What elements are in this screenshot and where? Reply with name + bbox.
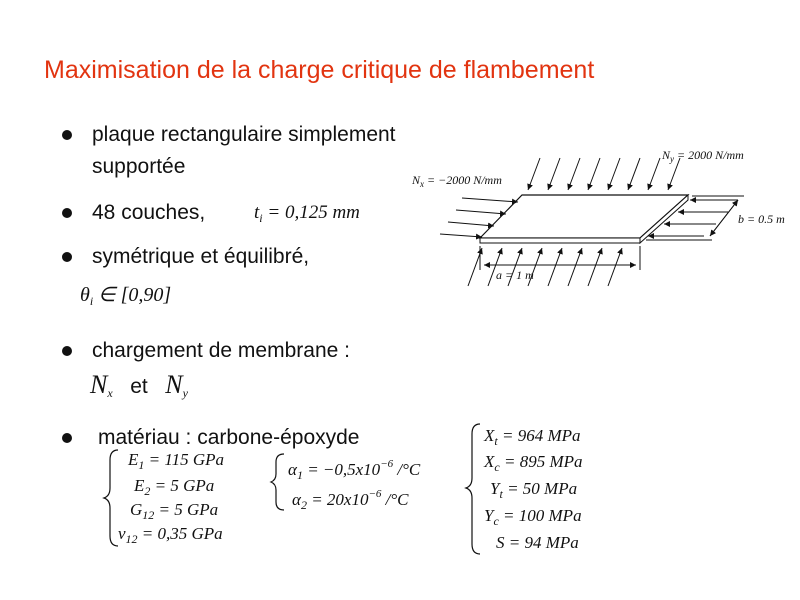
- expansion-brace: [271, 454, 284, 510]
- angle-range-equation: $\theta_i$ ∈ [0,90]: [80, 284, 172, 308]
- slide-title: Maximisation de la charge critique de flambement: [44, 56, 595, 84]
- strength-brace: [466, 424, 480, 554]
- moduli-row: $E_2 = 5$ GPa: [134, 476, 215, 498]
- bullet-text: matériau : carbone-époxyde: [98, 426, 360, 449]
- expansion-row: $\alpha_2 = 20x10^{-6}$ /°C: [292, 488, 409, 512]
- bullet-text: 48 couches,: [92, 201, 206, 224]
- ply-thickness-equation: $t_i = 0,125$ mm: [254, 202, 360, 225]
- bullet-text: symétrique et équilibré,: [92, 245, 310, 268]
- moduli-row: $G_{12} = 5$ GPa: [130, 500, 219, 522]
- strength-row: $X_t = 964$ MPa: [484, 426, 581, 448]
- moduli-row: $E_1 = 115$ GPa: [128, 450, 225, 472]
- moduli-row: $\nu_{12} = 0,35$ GPa: [118, 524, 223, 546]
- strength-row: S = 94 MPa: [496, 533, 579, 552]
- bullet-text: plaque rectangulaire simplement: [92, 123, 396, 146]
- strength-row: $Y_c = 100$ MPa: [484, 506, 582, 528]
- ny-label: $N_y = 2000$ N/mm: [662, 148, 744, 164]
- moduli-brace: [104, 450, 118, 546]
- dimension-b-label: b = 0.5 m: [738, 212, 785, 226]
- dimension-a-label: a = 1 m: [496, 268, 534, 282]
- strength-row: $X_c = 895$ MPa: [484, 452, 583, 474]
- nx-label: $N_x = -2000$ N/mm: [412, 173, 502, 189]
- bullet-text: chargement de membrane :: [92, 339, 350, 362]
- expansion-row: $\alpha_1 = -0,5x10^{-6}$ /°C: [288, 458, 421, 482]
- bullet-text-continued: supportée: [92, 155, 186, 178]
- strength-row: $Y_t = 50$ MPa: [490, 479, 578, 501]
- load-symbols: $N_x$ et $N_y$: [90, 370, 188, 400]
